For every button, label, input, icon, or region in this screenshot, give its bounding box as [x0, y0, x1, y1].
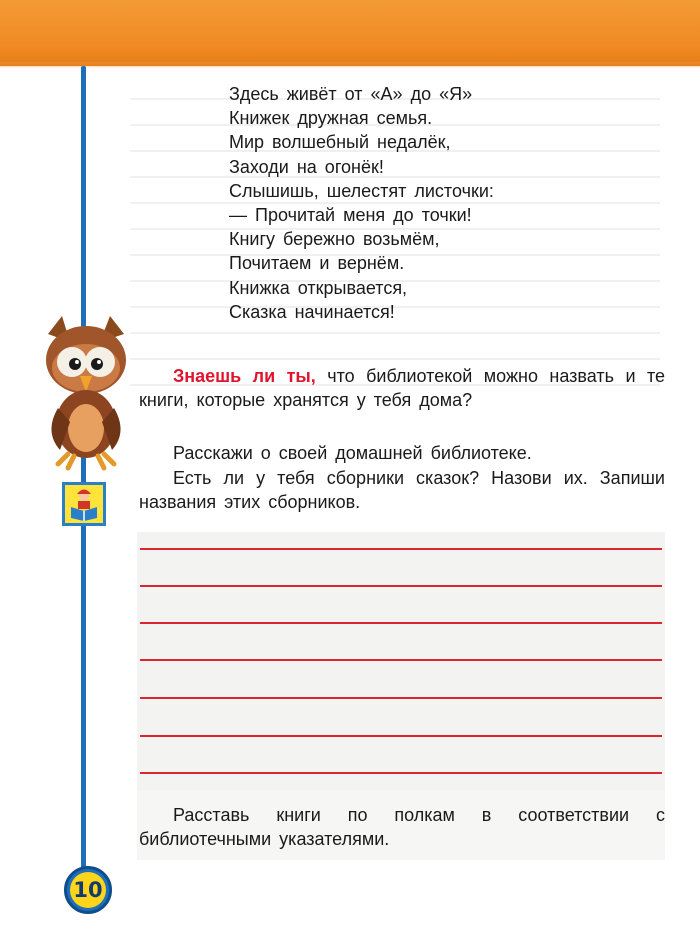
poem-line: Книжек дружная семья. [229, 108, 433, 129]
poem-line: Книжка открывается, [229, 277, 408, 298]
writing-line[interactable] [140, 585, 662, 587]
writing-line[interactable] [140, 697, 662, 699]
writing-area [137, 532, 665, 790]
page-number: 10 [70, 872, 106, 908]
top-color-band [0, 0, 700, 66]
writing-line[interactable] [140, 659, 662, 661]
poem-line: Заходи на огонёк! [229, 156, 384, 177]
did-you-know-text: что библиотекой можно назвать и те книги, которые хранятся у тебя дома? [139, 366, 665, 410]
poem-line: Мир волшебный недалёк, [229, 132, 451, 153]
poem [229, 82, 494, 324]
did-you-know-question [139, 364, 665, 412]
writing-line[interactable] [140, 735, 662, 737]
poem-line: Слышишь, шелестят листочки: [229, 180, 494, 201]
poem-line: Почитаем и вернём. [229, 253, 405, 274]
page-number-badge [64, 866, 112, 914]
writing-line[interactable] [140, 772, 662, 774]
poem-line: Здесь живёт от «А» до «Я» [229, 84, 473, 104]
task-fairy-tale-collections: Есть ли у тебя сборники сказок? Назови их. Запиши названия этих сборников. [139, 468, 665, 512]
reading-child-icon [62, 482, 106, 526]
poem-line: — Прочитай меня до точки! [229, 205, 472, 226]
writing-line[interactable] [140, 622, 662, 624]
did-you-know-keyword: Знаешь ли ты, [173, 366, 316, 386]
poem-line: Книгу бережно возьмём, [229, 229, 440, 250]
task-home-library: Расскажи о своей домашней библиотеке. [173, 443, 532, 463]
writing-line[interactable] [140, 548, 662, 550]
poem-line: Сказка начинается! [229, 301, 395, 322]
margin-line [81, 66, 86, 890]
owl-mascot-icon [40, 312, 132, 472]
top-band-shadow [0, 62, 700, 68]
task-arrange-books: Расставь книги по полкам в соответствии с библиотечными указателями. [139, 805, 665, 849]
